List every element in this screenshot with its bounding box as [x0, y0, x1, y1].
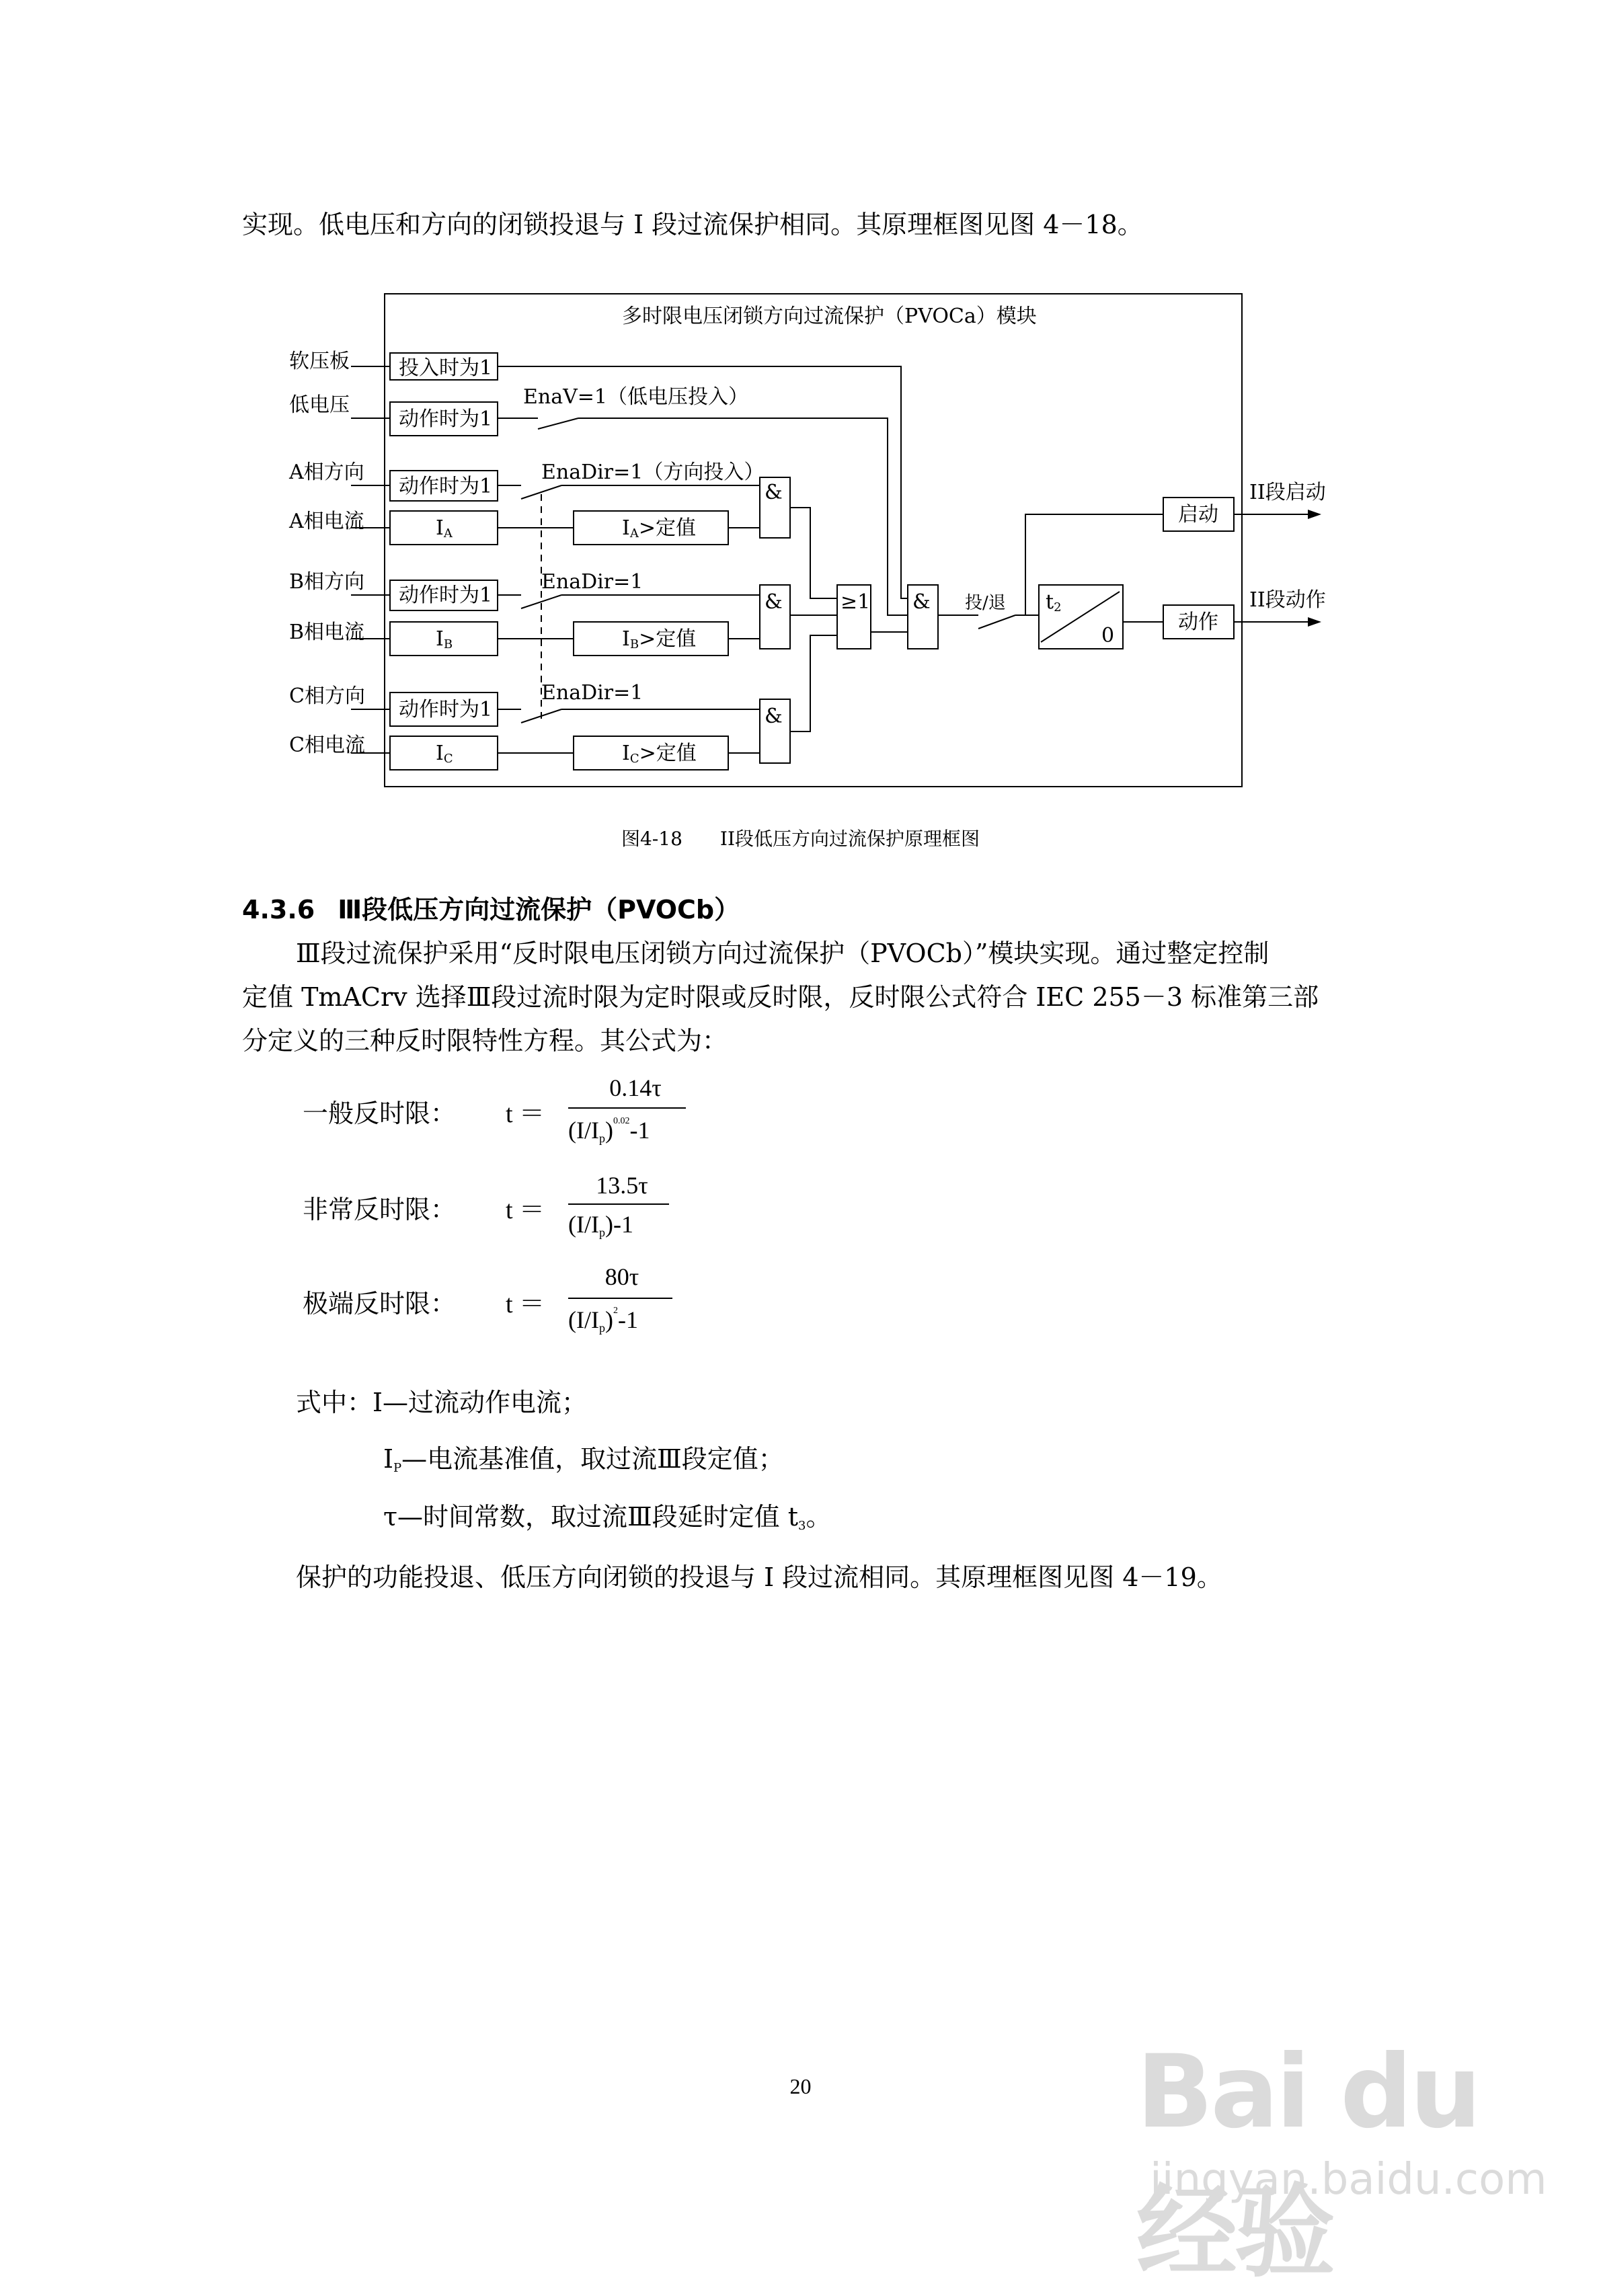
closing-line: 保护的功能投退、低压方向闭锁的投退与 I 段过流相同。其原理框图见图 4－19。 [296, 1562, 1222, 1592]
formula-1-numerator: 0.14τ [609, 1074, 662, 1101]
module-frame [385, 294, 1242, 787]
formula-2-lhs: t ＝ [506, 1196, 545, 1224]
text-ia: IA [436, 516, 453, 541]
text-ic: IC [436, 742, 453, 766]
text-timer-t: t2 [1046, 590, 1062, 615]
formula-1-bar [568, 1107, 686, 1109]
module-title: 多时限电压闭锁方向过流保护（PVOCa）模块 [622, 305, 1037, 328]
text-b-dir-action: 动作时为1 [399, 584, 493, 607]
watermark-brand: Bai du 经验 [1136, 2034, 1479, 2291]
label-soft-plate: 软压板 [289, 350, 350, 373]
formula-2-numerator: 13.5τ [596, 1172, 648, 1199]
figure-caption: 图4-18 II段低压方向过流保护原理框图 [621, 828, 980, 850]
label-b-direction: B相方向 [289, 570, 365, 594]
text-and-final: & [912, 590, 931, 614]
text-input-when-1: 投入时为1 [399, 356, 493, 380]
text-ib: IB [436, 627, 453, 651]
section-number: 4.3.6 [242, 895, 315, 924]
formula-2-bar [568, 1203, 669, 1205]
output-action: II段动作 [1249, 588, 1326, 612]
text-a-dir-action: 动作时为1 [399, 475, 493, 498]
text-lowv-action: 动作时为1 [399, 407, 493, 431]
text-and-a: & [765, 481, 783, 504]
formula-3-denominator: $(I/Ip)^2-1$ [568, 1306, 638, 1335]
paragraph-line-2: 定值 TmACrv 选择Ⅲ段过流时限为定时限或反时限，反时限公式符合 IEC 255－3 标准第三部 [242, 982, 1319, 1012]
text-ia-gt: IA>定值 [622, 516, 696, 541]
formula-3-bar [568, 1298, 672, 1299]
label-c-direction: C相方向 [289, 684, 365, 708]
text-or: ≥1 [841, 590, 871, 614]
switch-label-toggle: 投/退 [965, 593, 1006, 613]
text-c-dir-action: 动作时为1 [399, 698, 493, 721]
text-start: 启动 [1178, 503, 1218, 526]
text-timer-zero: 0 [1101, 624, 1115, 647]
label-a-current: A相电流 [289, 510, 364, 533]
paragraph-line-1: Ⅲ段过流保护采用“反时限电压闭锁方向过流保护（PVOCb）”模块实现。通过整定控制 [296, 939, 1270, 968]
text-and-b: & [765, 590, 783, 614]
label-c-current: C相电流 [289, 734, 365, 757]
formula-1-lhs: t ＝ [506, 1100, 545, 1128]
switch-label-enadir-c: EnaDir=1 [541, 681, 643, 705]
switch-label-enadir-a: EnaDir=1（方向投入） [541, 461, 765, 484]
text-action: 动作 [1178, 610, 1218, 634]
switch-label-enav: EnaV=1（低电压投入） [523, 385, 748, 409]
definition-tau: τ—时间常数，取过流Ⅲ段延时定值 t3。 [383, 1502, 832, 1533]
section-title: Ⅲ段低压方向过流保护（PVOCb） [338, 895, 740, 924]
formula-3-lhs: t ＝ [506, 1290, 545, 1318]
page-number: 20 [789, 2074, 812, 2098]
formula-2-label: 非常反时限： [303, 1195, 457, 1224]
definition-ip: IP—电流基准值，取过流Ⅲ段定值； [383, 1444, 784, 1475]
definitions-lead: 式中：I—过流动作电流； [296, 1388, 588, 1417]
baidu-watermark [1130, 2014, 1560, 2291]
label-low-voltage: 低电压 [289, 393, 350, 417]
label-a-direction: A相方向 [289, 461, 364, 484]
formula-1-label: 一般反时限： [303, 1099, 457, 1128]
text-and-c: & [765, 705, 783, 728]
text-ic-gt: IC>定值 [622, 742, 697, 766]
formula-3-numerator: 80τ [604, 1263, 639, 1290]
switch-label-enadir-b: EnaDir=1 [541, 570, 643, 594]
label-b-current: B相电流 [289, 621, 365, 644]
intro-line: 实现。低电压和方向的闭锁投退与 I 段过流保护相同。其原理框图见图 4－18。 [242, 210, 1143, 239]
watermark-url: jingyan.baidu.com [1150, 2155, 1547, 2205]
formula-3-label: 极端反时限： [303, 1289, 457, 1318]
paragraph-line-3: 分定义的三种反时限特性方程。其公式为： [242, 1026, 728, 1056]
formula-2-denominator: (I/Ip)-1 [568, 1211, 633, 1239]
formula-1-denominator: $(I/Ip)^{0.02}-1$ [568, 1116, 650, 1145]
section-heading [242, 889, 740, 926]
output-start: II段启动 [1249, 481, 1326, 504]
text-ib-gt: IB>定值 [622, 627, 697, 651]
